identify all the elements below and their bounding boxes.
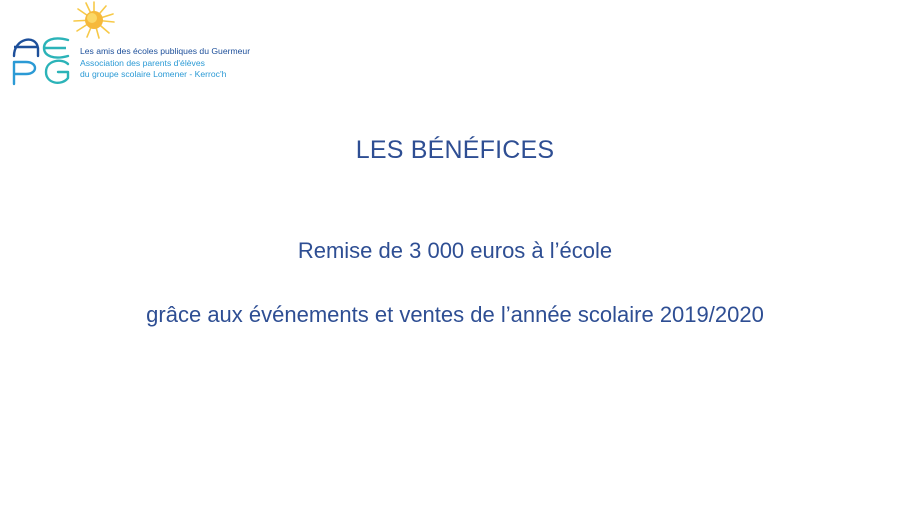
slide-text-donation: Remise de 3 000 euros à l’école: [297, 238, 613, 263]
logo-line-association-name: Les amis des écoles publiques du Guermeur: [80, 46, 251, 56]
slide-text-events: grâce aux événements et ventes de l’année scolaire 2019/2020: [146, 302, 764, 327]
logo-line-school-group: du groupe scolaire Lomener - Kerroc'h: [80, 69, 227, 79]
association-logo: [10, 0, 270, 92]
logo-line-association-type: Association des parents d'élèves: [80, 57, 205, 68]
logo-text: [80, 46, 270, 81]
sun-icon: [74, 2, 114, 38]
slide-title: LES BÉNÉFICES: [355, 136, 555, 164]
